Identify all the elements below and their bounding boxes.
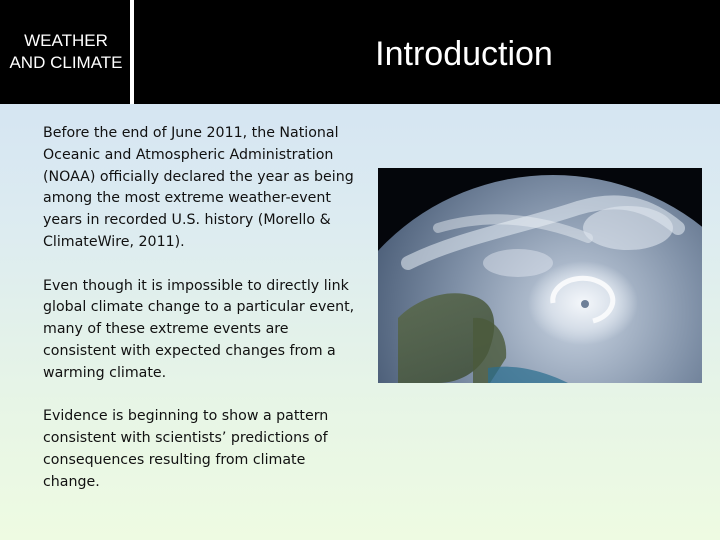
earth-satellite-graphic	[378, 168, 702, 383]
satellite-image	[378, 168, 702, 383]
hurricane-eye	[581, 300, 589, 308]
paragraph-1: Before the end of June 2011, the National Oceanic and Atmospheric Administration (NOAA) officially declared the year as being among the most extreme weather-event years in recorded U.S. history (Morello & ClimateWire, 2011).	[43, 125, 354, 250]
brand-text: WEATHER AND CLIMATE	[9, 31, 123, 72]
slide-title: Introduction	[375, 35, 553, 73]
cloud-mass	[483, 249, 553, 277]
paragraph-3: Evidence is beginning to show a pattern consistent with scientists’ predictions of consequences resulting from climate change.	[43, 408, 329, 490]
brand-block	[0, 0, 132, 104]
slide-body	[43, 123, 355, 515]
header-divider	[130, 0, 134, 104]
cloud-mass	[583, 206, 673, 250]
paragraph-2: Even though it is impossible to directly link global climate change to a particular event, many of these extreme events are consistent with expected changes from a warming climate.	[43, 277, 355, 381]
